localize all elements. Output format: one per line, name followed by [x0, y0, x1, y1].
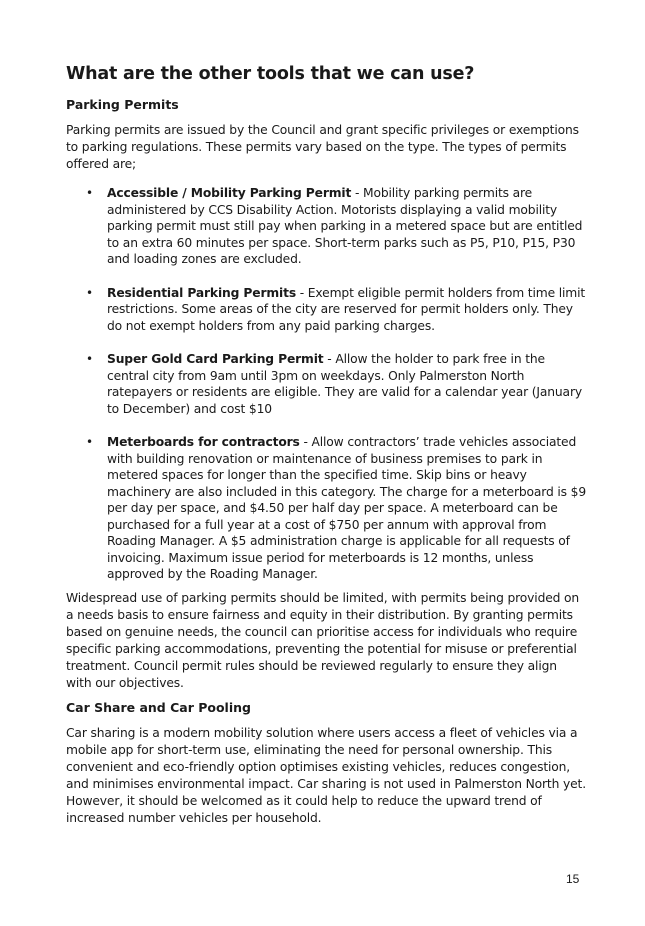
page-number: 15 — [566, 872, 580, 886]
permit-term: Meterboards for contractors — [107, 435, 300, 449]
parking-permits-closing: Widespread use of parking permits should be limited, with permits being provided on a needs basis to ensure fairness and equity in their distribution. By granting permits based on genuine needs, the council can prioritise access for individuals who require specific parking accommodations, preventing the potential for misuse or preferential treatment. Council permit rules should be reviewed regularly to ensure they align with our objectives. — [66, 590, 580, 690]
bullet-icon: • — [86, 352, 93, 366]
permit-description: - Exempt eligible permit holders from time limit restrictions. Some areas of the city are reserved for permit holders only. They do not exempt holders from any paid parking charges. — [107, 285, 586, 333]
parking-permits-intro: Parking permits are issued by the Council and grant specific privileges or exemptions to parking regulations. These permits vary based on the type. The types of permits offered are; — [66, 123, 579, 171]
permit-description: - Allow contractors’ trade vehicles associated with building renovation or maintenance of business premises to park in metered spaces for longer than the specified time. Skip bins or heavy machinery are also included in this category. The charge for a meterboard is $9 per day per space, and $4.50 per half day per space. A meterboard can be purchased for a full year at a cost of $750 per annum with approval from Roading Manager. A $5 administration charge is applicable for all requests of invoicing. Maximum issue period for meterboards is 12 months, unless approved by the Roading Manager. — [107, 435, 586, 581]
permit-description: - Allow the holder to park free in the central city from 9am until 3pm on weekdays. Only Palmerston North ratepayers or residents are eligible. They are valid for a calendar year (January to December) and cost $10 — [107, 352, 582, 416]
bullet-icon: • — [86, 285, 93, 300]
list-item — [66, 185, 586, 268]
car-share-body: Car sharing is a modern mobility solution where users access a fleet of vehicles via a mobile app for short-term use, eliminating the need for personal ownership. This convenient and eco-friendly option optimises existing vehicles, reduces congestion, and minimises environmental impact. Car sharing is not used in Palmerston North yet. However, it should be welcomed as it could help to reduce the upward trend of increased number vehicles per household. — [66, 725, 586, 825]
page-heading: What are the other tools that we can use? — [66, 64, 475, 84]
list-item — [66, 434, 586, 583]
bullet-icon: • — [86, 186, 93, 200]
permit-term: Residential Parking Permits — [107, 285, 296, 300]
permit-term: Accessible / Mobility Parking Permit — [107, 186, 352, 200]
parking-permits-heading: Parking Permits — [66, 97, 179, 112]
car-share-heading: Car Share and Car Pooling — [66, 699, 251, 715]
permit-description: - Mobility parking permits are administered by CCS Disability Action. Motorists displaying a valid mobility parking permit must still pay when parking in a metered space but are entitled to an extra 60 minutes per space. Short-term parks such as P5, P10, P15, P30 and loading zones are excluded. — [107, 186, 583, 266]
permit-term: Super Gold Card Parking Permit — [107, 352, 324, 366]
permit-types-list — [66, 185, 586, 583]
list-item — [66, 351, 586, 417]
list-item — [66, 285, 586, 335]
document-page — [66, 62, 586, 839]
bullet-icon: • — [86, 435, 93, 449]
